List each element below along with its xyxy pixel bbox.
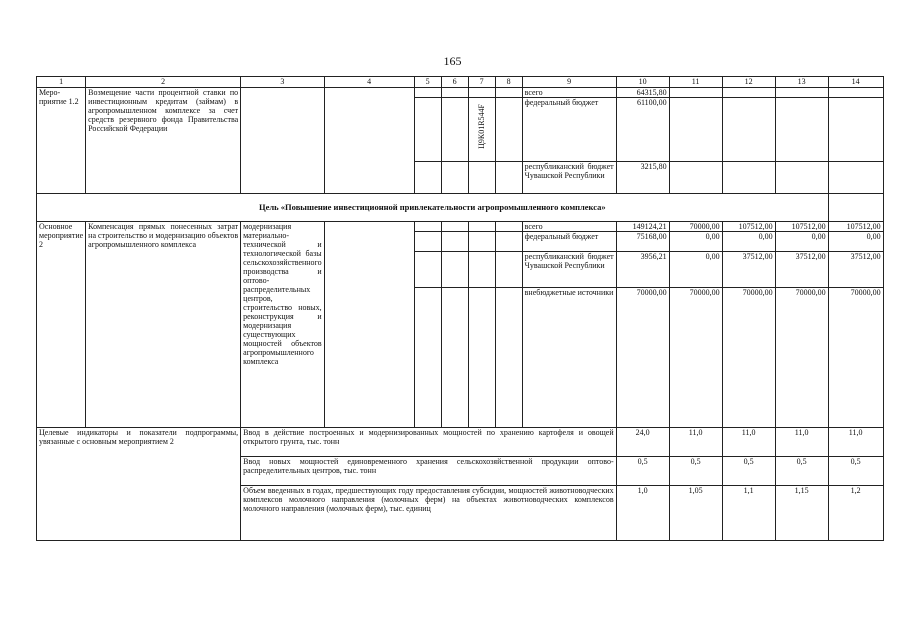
measure-name: Компенсация прямых понесенных затрат на строительство и модернизацию объектов агропромышленного комплекса bbox=[86, 222, 241, 428]
col-header: 7 bbox=[468, 77, 495, 88]
value-cell: 107512,00 bbox=[828, 222, 883, 232]
value-cell: 70000,00 bbox=[669, 288, 722, 428]
value-cell: 11,0 bbox=[828, 428, 883, 457]
goal-title: Цель «Повышение инвестиционной привлекательности агропромышленного комплекса» bbox=[37, 194, 829, 222]
budget-code: Ц9К01R544F bbox=[476, 104, 486, 149]
value-cell: 3215,80 bbox=[616, 162, 669, 194]
measure-target: модернизация материально-технической и технологической базы сельскохозяйственного производства и оптово-распределительных центров, строительство новых, реконструкция и модернизация существующих мощностей объектов агропромышленного комплекса bbox=[241, 222, 324, 428]
value-cell: 70000,00 bbox=[722, 288, 775, 428]
measure-id: Основное мероприятие 2 bbox=[37, 222, 86, 428]
funding-source: федеральный бюджет bbox=[522, 98, 616, 162]
goal-row bbox=[37, 194, 884, 222]
col-header: 10 bbox=[616, 77, 669, 88]
value-cell: 61100,00 bbox=[616, 98, 669, 162]
indicator-text: Ввод новых мощностей единовременного хранения сельскохозяйственной продукции оптово-распределительных центров, тыс. тонн bbox=[241, 457, 616, 486]
col-header: 5 bbox=[414, 77, 441, 88]
funding-source: всего bbox=[522, 88, 616, 98]
value-cell: 149124,21 bbox=[616, 222, 669, 232]
indicators-label: Целевые индикаторы и показатели подпрограммы, увязанные с основным мероприятием 2 bbox=[37, 428, 241, 541]
value-cell: 64315,80 bbox=[616, 88, 669, 98]
indicator-text: Объем введенных в годах, предшествующих году предоставления субсидии, мощностей животноводческих комплексов молочного направления (молочных ферм) на объектах животноводческих комплексов молочного направления (молочных ферм), тыс. единиц bbox=[241, 486, 616, 541]
funding-source: республиканский бюджет Чувашской Республики bbox=[522, 162, 616, 194]
value-cell: 0,00 bbox=[722, 232, 775, 252]
col-header: 6 bbox=[441, 77, 468, 88]
value-cell: 75168,00 bbox=[616, 232, 669, 252]
col-header: 1 bbox=[37, 77, 86, 88]
value-cell: 107512,00 bbox=[775, 222, 828, 232]
value-cell: 11,0 bbox=[775, 428, 828, 457]
funding-source: федеральный бюджет bbox=[522, 232, 616, 252]
value-cell: 1,2 bbox=[828, 486, 883, 541]
value-cell: 1,15 bbox=[775, 486, 828, 541]
col-header: 13 bbox=[775, 77, 828, 88]
table-row bbox=[37, 88, 884, 98]
value-cell: 0,5 bbox=[669, 457, 722, 486]
column-number-row bbox=[37, 77, 884, 88]
col-header: 12 bbox=[722, 77, 775, 88]
col-header: 8 bbox=[495, 77, 522, 88]
value-cell: 70000,00 bbox=[616, 288, 669, 428]
value-cell: 1,05 bbox=[669, 486, 722, 541]
value-cell: 0,00 bbox=[669, 252, 722, 288]
value-cell: 24,0 bbox=[616, 428, 669, 457]
indicator-row bbox=[37, 428, 884, 457]
value-cell: 0,00 bbox=[828, 232, 883, 252]
value-cell: 70000,00 bbox=[669, 222, 722, 232]
value-cell: 70000,00 bbox=[828, 288, 883, 428]
col-header: 4 bbox=[324, 77, 414, 88]
value-cell: 0,5 bbox=[616, 457, 669, 486]
value-cell: 1,1 bbox=[722, 486, 775, 541]
value-cell: 0,5 bbox=[775, 457, 828, 486]
page-number: 165 bbox=[443, 54, 462, 68]
value-cell: 3956,21 bbox=[616, 252, 669, 288]
col-header: 11 bbox=[669, 77, 722, 88]
value-cell: 11,0 bbox=[722, 428, 775, 457]
col-header: 14 bbox=[828, 77, 883, 88]
value-cell: 107512,00 bbox=[722, 222, 775, 232]
table-row bbox=[37, 222, 884, 232]
value-cell: 37512,00 bbox=[828, 252, 883, 288]
value-cell: 1,0 bbox=[616, 486, 669, 541]
value-cell: 0,5 bbox=[828, 457, 883, 486]
funding-source: внебюджетные источники bbox=[522, 288, 616, 428]
measure-name: Возмещение части процентной ставки по инвестиционным кредитам (займам) в агропромышленном комплексе за счет средств резервного фонда Правительства Российской Федерации bbox=[86, 88, 241, 194]
value-cell: 0,00 bbox=[669, 232, 722, 252]
value-cell: 70000,00 bbox=[775, 288, 828, 428]
indicator-text: Ввод в действие построенных и модернизированных мощностей по хранению картофеля и овощей открытого грунта, тыс. тонн bbox=[241, 428, 616, 457]
value-cell: 11,0 bbox=[669, 428, 722, 457]
col-header: 9 bbox=[522, 77, 616, 88]
value-cell: 37512,00 bbox=[722, 252, 775, 288]
value-cell: 37512,00 bbox=[775, 252, 828, 288]
col-header: 2 bbox=[86, 77, 241, 88]
value-cell: 0,5 bbox=[722, 457, 775, 486]
program-table bbox=[36, 76, 884, 541]
measure-id: Меро-приятие 1.2 bbox=[37, 88, 86, 194]
funding-source: всего bbox=[522, 222, 616, 232]
value-cell: 0,00 bbox=[775, 232, 828, 252]
col-header: 3 bbox=[241, 77, 324, 88]
funding-source: республиканский бюджет Чувашской Республики bbox=[522, 252, 616, 288]
